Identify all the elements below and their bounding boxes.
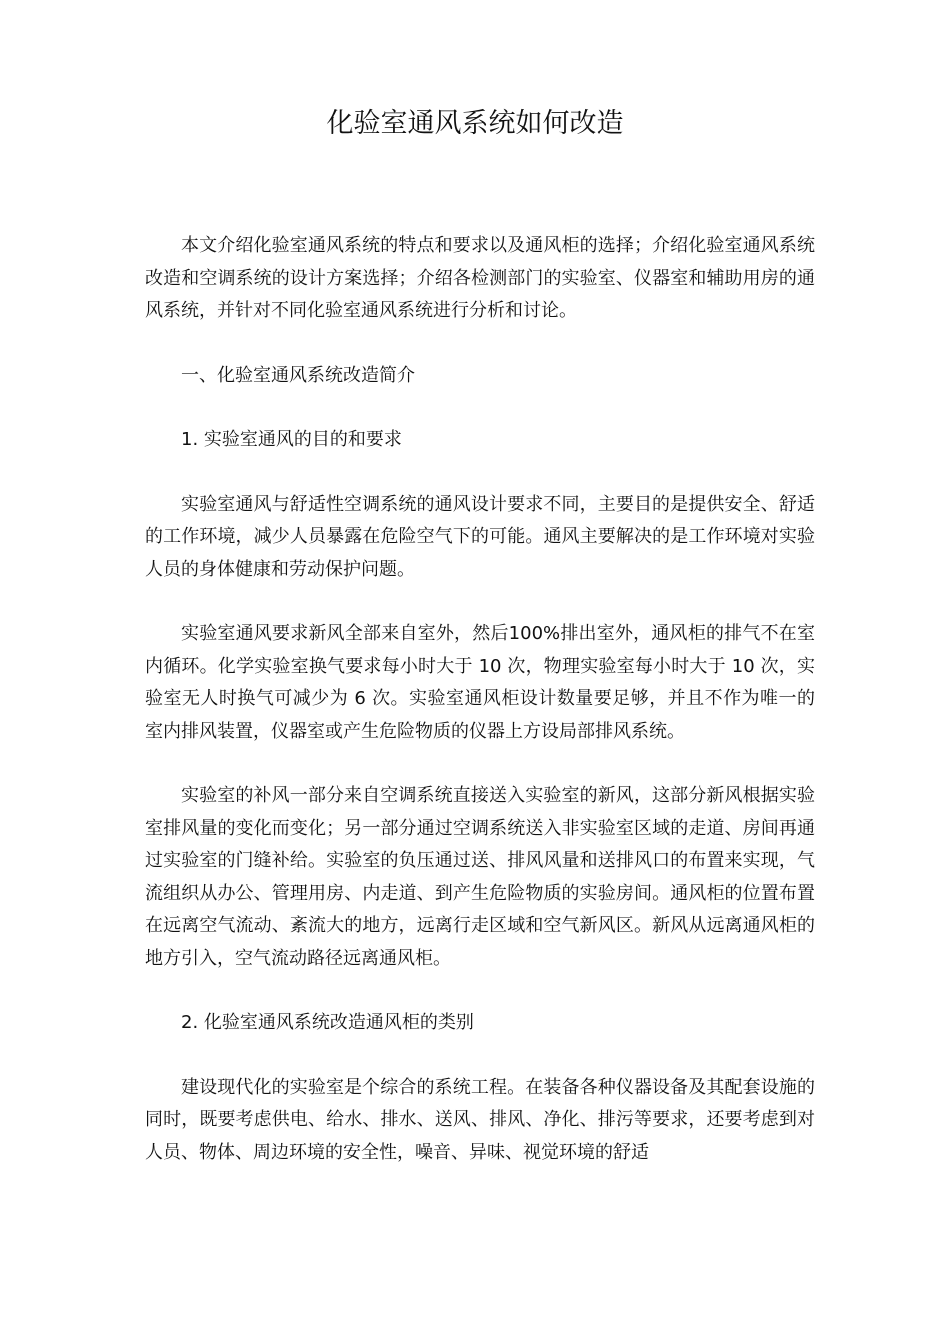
paragraph-makeup-air: 实验室的补风一部分来自空调系统直接送入实验室的新风，这部分新风根据实验室排风量的变化而变化；另一部分通过空调系统送入非实验室区域的走道、房间再通过实验室的门缝补给。实验室的负压通过送、排风风量和送排风口的布置来实现，气流组织从办公、管理用房、内走道、到产生危险物质的实验房间。通风柜的位置布置在远离空气流动、紊流大的地方，远离行走区域和空气新风区。新风从远离通风柜的地方引入，空气流动路径远离通风柜。 [145, 785, 815, 969]
subsection-heading-2: 2. 化验室通风系统改造通风柜的类别 [181, 1012, 474, 1033]
document-body [145, 230, 815, 1201]
intro-paragraph: 本文介绍化验室通风系统的特点和要求以及通风柜的选择；介绍化验室通风系统改造和空调系统的设计方案选择；介绍各检测部门的实验室、仪器室和辅助用房的通风系统，并针对不同化验室通风系统进行分析和讨论。 [145, 235, 815, 321]
section-heading-1: 一、化验室通风系统改造简介 [181, 364, 415, 386]
paragraph-modern-lab: 建设现代化的实验室是个综合的系统工程。在装备各种仪器设备及其配套设施的同时，既要考虑供电、给水、排水、送风、排风、净化、排污等要求，还要考虑到对人员、物体、周边环境的安全性，噪音、异味、视觉环境的舒适 [145, 1076, 815, 1163]
paragraph-air-requirements: 实验室通风要求新风全部来自室外，然后100%排出室外，通风柜的排气不在室内循环。化学实验室换气要求每小时大于 10 次，物理实验室每小时大于 10 次，实验室无人时换气可减少为 6 次。实验室通风柜设计数量要足够，并且不作为唯一的室内排风装置，仪器室或产生危险物质的仪器上方设局部排风系统。 [145, 623, 815, 742]
subsection-heading-1: 1. 实验室通风的目的和要求 [181, 429, 402, 450]
page-title: 化验室通风系统如何改造 [326, 108, 624, 139]
paragraph-purpose: 实验室通风与舒适性空调系统的通风设计要求不同，主要目的是提供安全、舒适的工作环境，减少人员暴露在危险空气下的可能。通风主要解决的是工作环境对实验人员的身体健康和劳动保护问题。 [145, 493, 815, 580]
